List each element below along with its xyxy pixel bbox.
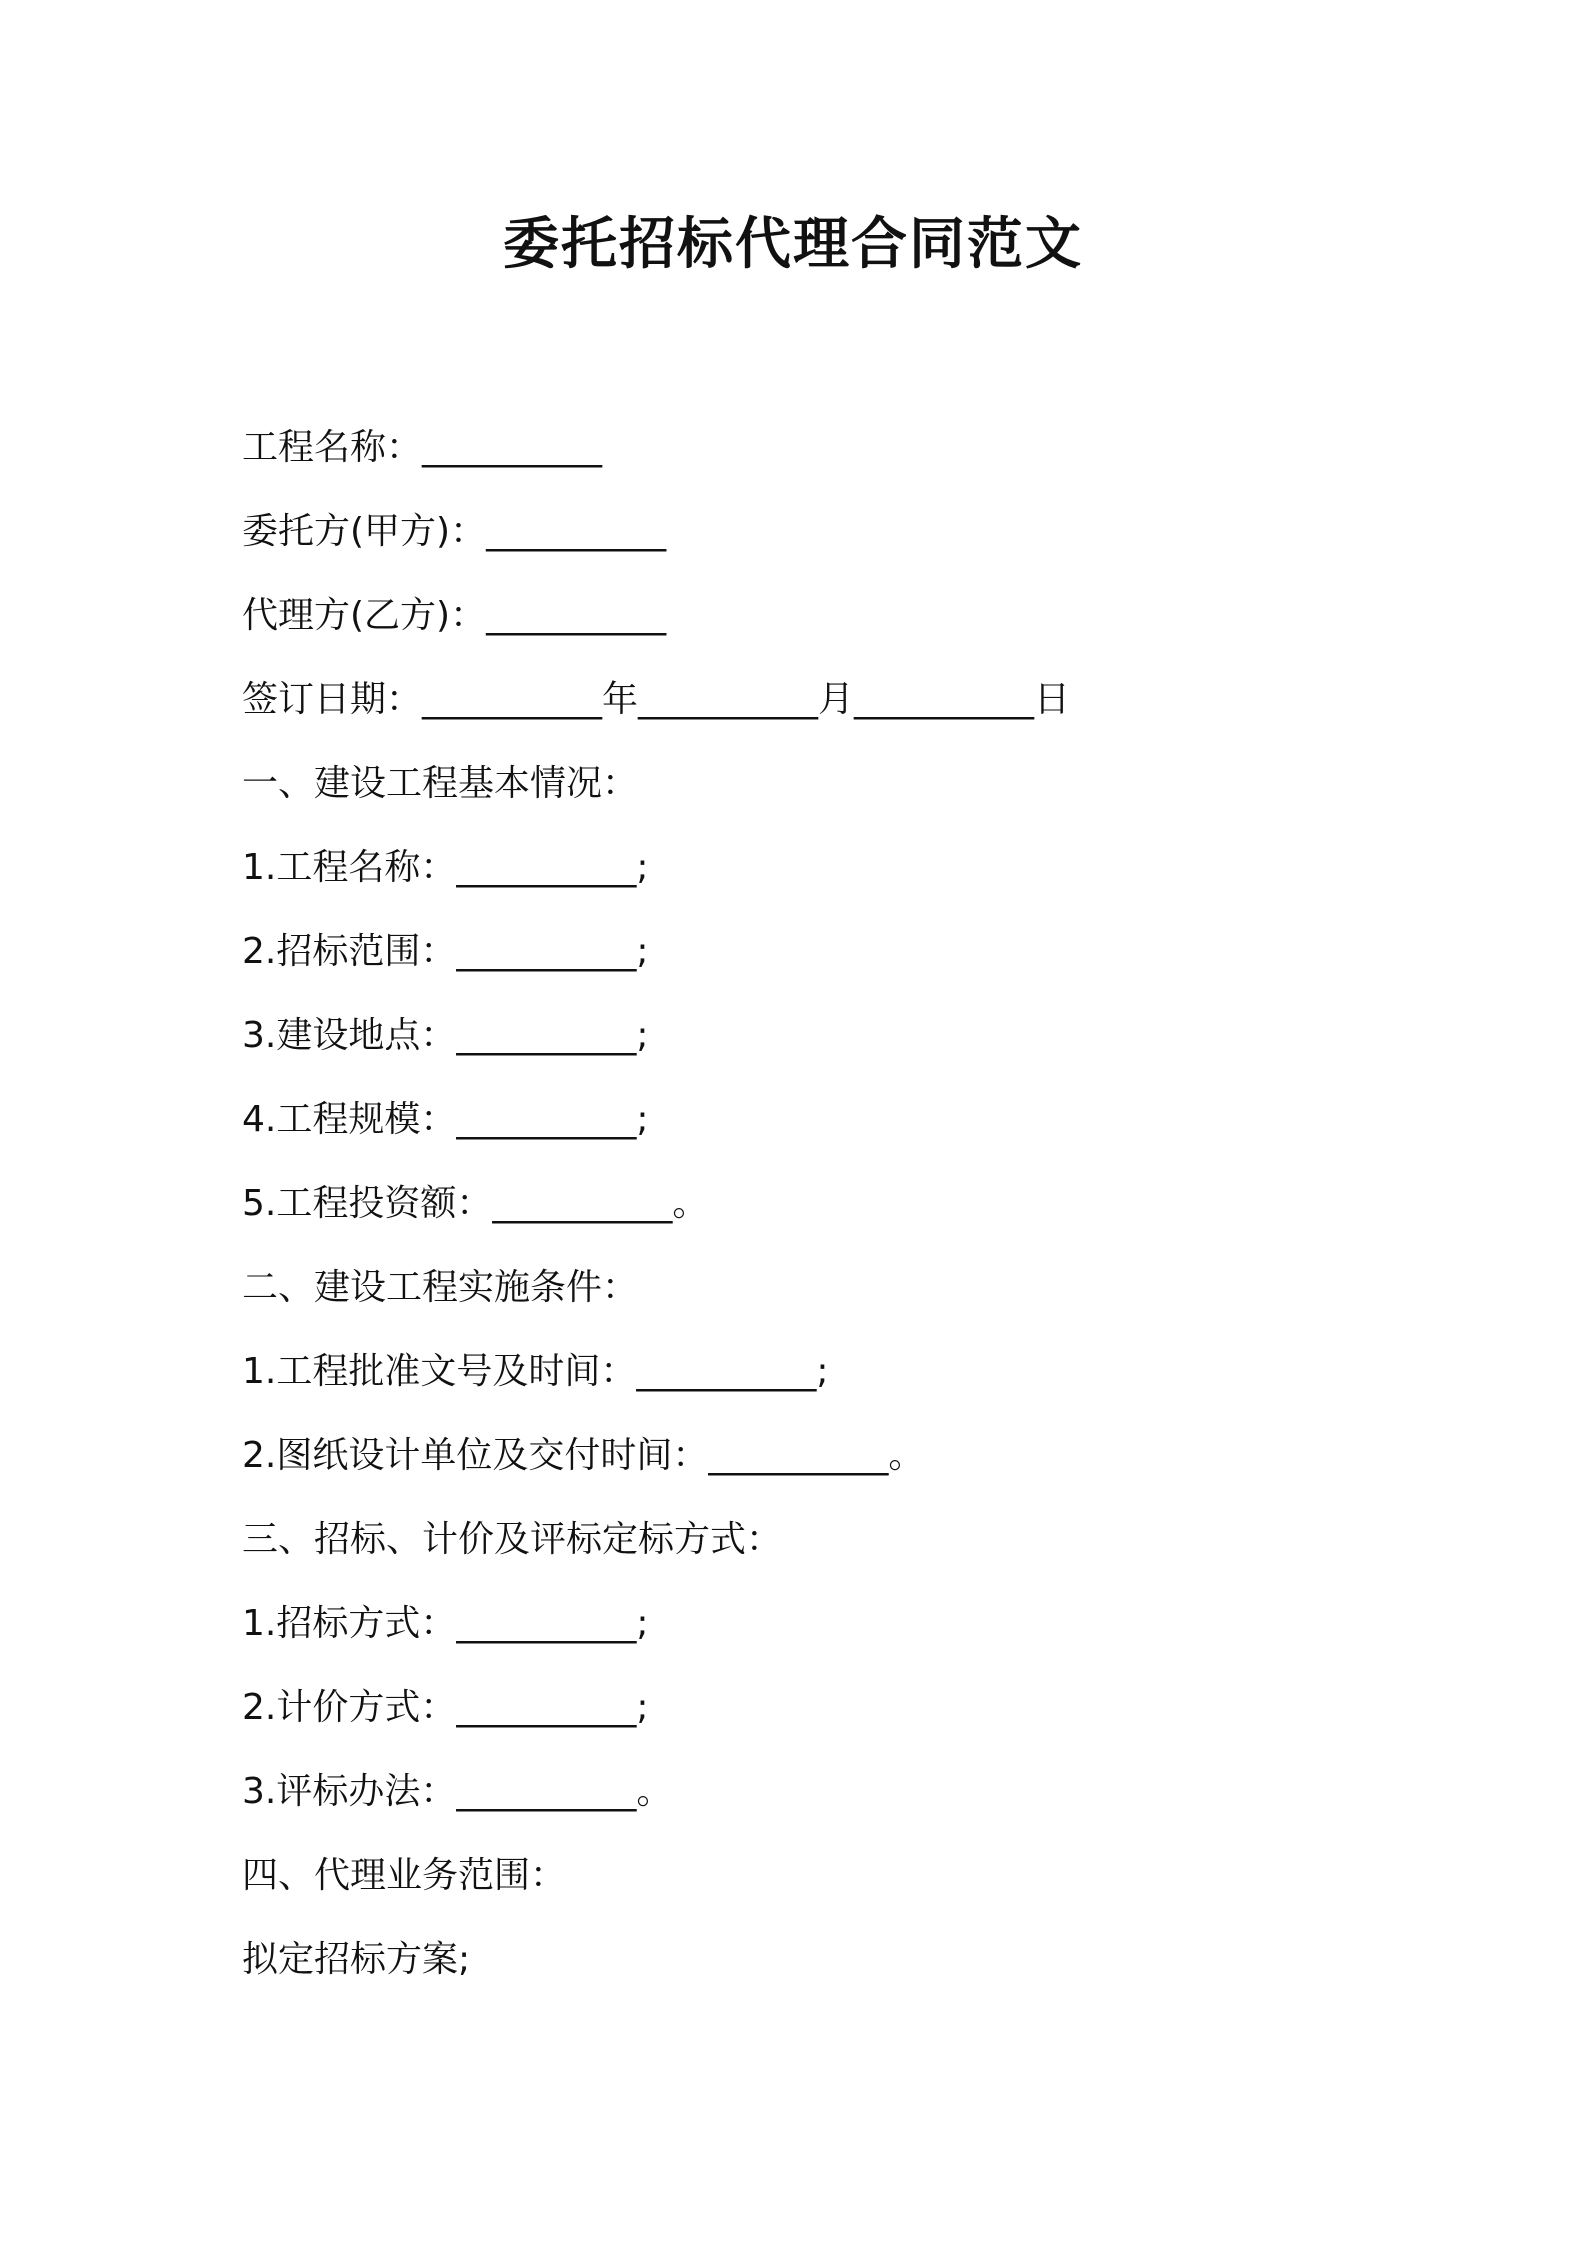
signing-date-line: 签订日期：__________年__________月__________日: [242, 679, 1071, 720]
section-1-item-4: 4.工程规模：__________;: [242, 1099, 649, 1140]
section-2-item-1: 1.工程批准文号及时间：__________;: [242, 1351, 829, 1392]
document-body: [242, 406, 1442, 2002]
section-4-item-1: 拟定招标方案;: [242, 1939, 471, 1980]
document-title: 委托招标代理合同范文: [503, 212, 1083, 277]
section-1-item-3: 3.建设地点：__________;: [242, 1015, 649, 1056]
agent-party-line: 代理方(乙方)：__________: [242, 595, 667, 636]
section-1-item-2: 2.招标范围：__________;: [242, 931, 649, 972]
section-3-item-2: 2.计价方式：__________;: [242, 1687, 649, 1728]
section-heading-1: 一、建设工程基本情况：: [242, 763, 639, 804]
section-3-item-1: 1.招标方式：__________;: [242, 1603, 649, 1644]
client-party-line: 委托方(甲方)：__________: [242, 511, 667, 552]
section-3-item-3: 3.评标办法：__________。: [242, 1771, 673, 1812]
section-2-item-2: 2.图纸设计单位及交付时间：__________。: [242, 1435, 925, 1476]
section-heading-4: 四、代理业务范围：: [242, 1855, 567, 1896]
section-1-item-1: 1.工程名称：__________;: [242, 847, 649, 888]
section-1-item-5: 5.工程投资额：__________。: [242, 1183, 709, 1224]
section-heading-3: 三、招标、计价及评标定标方式：: [242, 1519, 783, 1560]
project-name-line: 工程名称：__________: [242, 427, 603, 468]
section-heading-2: 二、建设工程实施条件：: [242, 1267, 639, 1308]
